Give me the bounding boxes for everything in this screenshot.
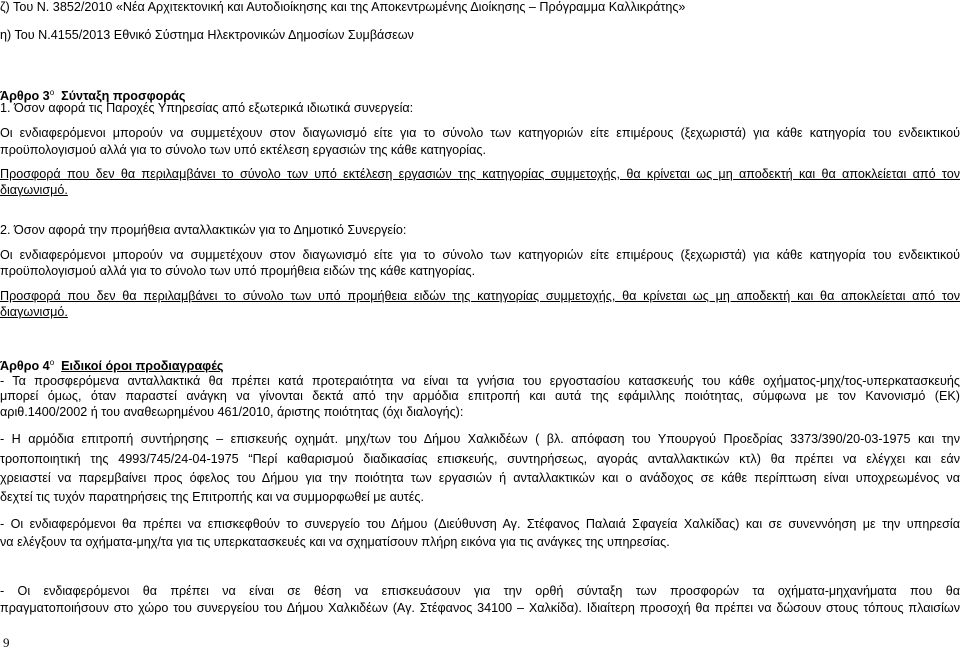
law-line-z: ζ) Του Ν. 3852/2010 «Νέα Αρχιτεκτονική και Αυτοδιοίκησης και της Αποκεντρωμένης Διοίκησης – Πρόγραμμα Καλλικράτης» bbox=[0, 0, 686, 14]
a4-p3-line-2: να ελέγξουν τα οχήματα-μηχ/τα για τις υπερκατασκευές και να σχηματίσουν πλήρη εικόνα για τις ανάγκες της υπηρεσίας. bbox=[0, 535, 670, 549]
a4-p1-line-1: - Τα προσφερόμενα ανταλλακτικά θα πρέπει κατά προτεραιότητα να είναι τα γνήσια του εργοστασίου κατασκευής του κάθε οχήματος-μηχ/τος-υπερκατασκευής bbox=[0, 374, 960, 388]
a4-p3-line-1: - Οι ενδιαφερόμενοι θα πρέπει να επισκεφθούν το συνεργείο του Δήμου (Διεύθυνση Αγ. Στέφανος Παλαιά Σφαγεία Χαλκίδας) και σε συνεννόηση με την υπηρεσία bbox=[0, 517, 960, 531]
article-3-label: Άρθρο 3 bbox=[0, 89, 50, 104]
a3-p3-line-2: προϋπολογισμού αλλά για το σύνολο των υπό προμήθεια ειδών της κάθε κατηγορίας. bbox=[0, 264, 476, 278]
a4-p4-line-1: - Οι ενδιαφερόμενοι θα πρέπει να είναι σε θέση να επισκευάσουν για την ορθή σύνταξη των προσφορών τα οχήματα-μηχανήματα που θα bbox=[0, 584, 960, 598]
a3-p2-line-1: Προσφορά που δεν θα περιλαμβάνει το σύνολο των υπό εκτέλεση εργασιών της κατηγορίας συμμετοχής, θα κρίνεται ως μη αποδεκτή και θα αποκλείεται από τον bbox=[0, 167, 960, 181]
a3-p3-line-1: Οι ενδιαφερόμενοι μπορούν να συμμετέχουν στον διαγωνισμό είτε για το σύνολο των κατηγοριών είτε επιμέρους (ξεχωριστά) για κάθε κατηγορία του ενδεικτικού bbox=[0, 248, 960, 262]
a4-p1-line-2: μπορεί όμως, όταν παραστεί ανάγκη να γίνονται δεκτά από την αρμόδια επιτροπή και αυτά της εφάμιλλης ποιότητας, σύμφωνα με τον Κανονισμό (ΕΚ) bbox=[0, 389, 960, 403]
a4-p4-line-2: πραγματοποιήσουν στο χώρο του συνεργείου του Δήμου Χαλκιδέων (Αγ. Στέφανος 34100 – Χαλκίδα). Ιδιαίτερη προσοχή θα πρέπει να δώσουν στους τόπους πλαισίων bbox=[0, 601, 960, 615]
a4-p2-line-3: χρειαστεί να παρεμβαίνει προς όφελος του Δήμου για την ποιότητα των εργασιών ή ανταλλακτικών και ο ανάδοχος σε κάθε περίπτωση είναι υποχρεωμένος να bbox=[0, 471, 960, 485]
article-4-sup: ο bbox=[49, 358, 55, 367]
page-number: 9 bbox=[3, 635, 10, 650]
a4-p1-line-3: αριθ.1400/2002 ή του αναθεωρημένου 461/2010, άριστης ποιότητας (όχι διαλογής): bbox=[0, 405, 464, 419]
law-line-h: η) Του Ν.4155/2013 Εθνικό Σύστημα Ηλεκτρονικών Δημοσίων Συμβάσεων bbox=[0, 28, 414, 42]
article-3-item-2: 2. Όσον αφορά την προμήθεια ανταλλακτικών για το Δημοτικό Συνεργείο: bbox=[0, 223, 407, 237]
article-4-label: Άρθρο 4 bbox=[0, 359, 50, 374]
a3-p1-line-2: προϋπολογισμού αλλά για το σύνολο των υπό εκτέλεση εργασιών της κάθε κατηγορίας. bbox=[0, 143, 486, 157]
article-3-item-1: 1. Όσον αφορά τις Παροχές Υπηρεσίας από εξωτερικά ιδιωτικά συνεργεία: bbox=[0, 101, 414, 115]
a4-p2-line-1: - Η αρμόδια επιτροπή συντήρησης – επισκευής οχημάτ. μηχ/των του Δήμου Χαλκιδέων ( βλ. απόφαση του Υπουργού Προεδρίας 3373/390/20-03-1975 και την bbox=[0, 432, 960, 446]
article-3-sup: ο bbox=[49, 88, 55, 97]
article-4-title: Ειδικοί όροι προδιαγραφές bbox=[61, 359, 224, 374]
article-4-heading bbox=[0, 355, 960, 374]
a4-p2-line-4: δεχτεί τις τυχόν παρατηρήσεις της Επιτροπής και να συμμορφωθεί με αυτές. bbox=[0, 490, 424, 504]
a3-p1-line-1: Οι ενδιαφερόμενοι μπορούν να συμμετέχουν στον διαγωνισμό είτε για το σύνολο των κατηγοριών είτε επιμέρους (ξεχωριστά) για κάθε κατηγορία του ενδεικτικού bbox=[0, 126, 960, 140]
article-3-title: Σύνταξη προσφοράς bbox=[61, 89, 186, 104]
a3-p4-line-1: Προσφορά που δεν θα περιλαμβάνει το σύνολο των υπό προμήθεια ειδών της κατηγορίας συμμετοχής, θα κρίνεται ως μη αποδεκτή και θα αποκλείεται από τον bbox=[0, 289, 960, 303]
a3-p4-line-2: διαγωνισμό. bbox=[0, 305, 68, 319]
a4-p2-line-2: τροποποιητική της 4993/745/24-04-1975 “Περί καθαρισμού διαδικασίας επισκευής, συντηρήσεως, αγοράς ανταλλακτικών κτλ) θα πρέπει να ελέγχει και εάν bbox=[0, 452, 960, 466]
a3-p2-line-2: διαγωνισμό. bbox=[0, 183, 68, 197]
